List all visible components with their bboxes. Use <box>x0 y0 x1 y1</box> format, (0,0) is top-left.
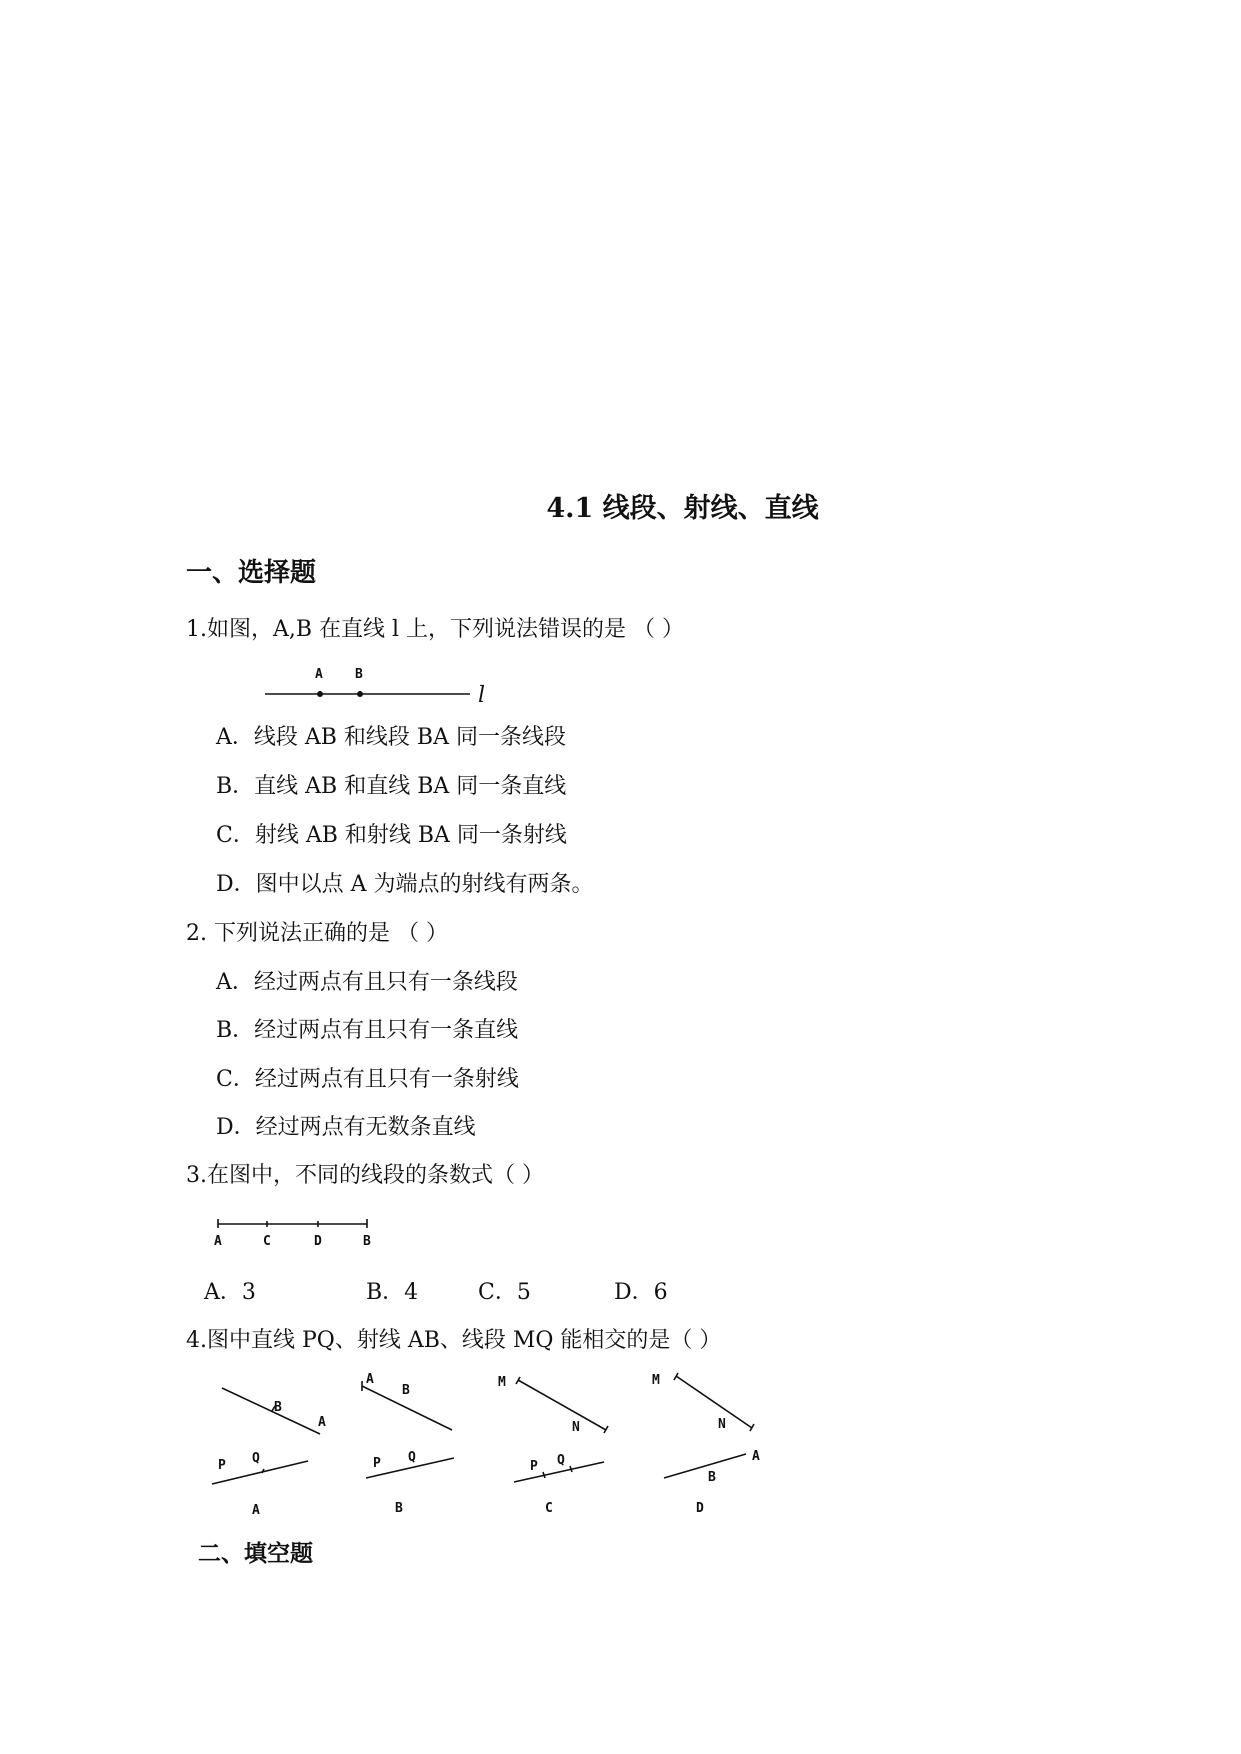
question-1-option-a: A．线段 AB 和线段 BA 同一条线段 <box>216 725 566 750</box>
fig4b-label-p: P <box>373 1456 381 1471</box>
question-3-option-b: B．4 <box>366 1280 419 1305</box>
fig4-option-d <box>652 1373 760 1516</box>
fig4c-label-q: Q <box>557 1453 565 1468</box>
fig4a-caption: A <box>252 1503 260 1516</box>
question-2-option-c: C．经过两点有且只有一条射线 <box>216 1067 519 1092</box>
question-3-figure <box>210 1212 380 1252</box>
question-3-option-c: C．5 <box>478 1280 531 1305</box>
question-4-figures <box>200 1366 800 1516</box>
question-4-text: 4.图中直线 PQ、射线 AB、线段 MQ 能相交的是（ ） <box>186 1328 722 1353</box>
fig4d-label-b: B <box>708 1470 716 1485</box>
fig4d-caption: D <box>696 1501 704 1516</box>
question-2-option-d: D．经过两点有无数条直线 <box>216 1115 476 1140</box>
fig4a-label-b: B <box>274 1400 282 1415</box>
fig4b-label-a: A <box>366 1372 374 1387</box>
fig4d-label-n: N <box>718 1417 726 1432</box>
fig4a-label-a: A <box>318 1415 326 1430</box>
question-3-text: 3.在图中，不同的线段的条数式（ ） <box>186 1163 544 1188</box>
fig4c-label-n: N <box>572 1420 580 1435</box>
question-3-option-a: A．3 <box>204 1280 256 1305</box>
fig4c-label-m: M <box>498 1375 506 1390</box>
question-1-figure <box>260 660 500 708</box>
question-1-option-c: C．射线 AB 和射线 BA 同一条射线 <box>216 823 567 848</box>
page-title: 4.1 线段、射线、直线 <box>546 493 819 524</box>
fig4-option-c <box>498 1375 608 1516</box>
fig1-label-b: B <box>355 667 363 682</box>
fig4b-label-b: B <box>402 1383 410 1398</box>
question-1-text: 1.如图，A,B 在直线 l 上，下列说法错误的是 （ ） <box>186 617 685 642</box>
fig3-label-a: A <box>214 1234 222 1249</box>
fig4b-caption: B <box>395 1501 403 1516</box>
fig4-option-b <box>362 1372 454 1516</box>
point-a-dot <box>317 691 323 697</box>
fig4d-label-a: A <box>752 1449 760 1464</box>
fig1-label-l: l <box>478 683 486 708</box>
fig1-label-a: A <box>315 667 323 682</box>
question-1-option-b: B．直线 AB 和直线 BA 同一条直线 <box>216 774 567 799</box>
section-heading-fill-in: 二、填空题 <box>198 1540 313 1567</box>
fig4c-label-p: P <box>530 1459 538 1474</box>
question-2-text: 2. 下列说法正确的是 （ ） <box>186 921 448 946</box>
fig3-label-c: C <box>263 1234 271 1249</box>
question-2-option-b: B．经过两点有且只有一条直线 <box>216 1018 519 1043</box>
fig4c-caption: C <box>545 1501 553 1516</box>
fig4a-label-p: P <box>218 1458 226 1473</box>
fig4-option-a <box>212 1388 326 1516</box>
fig3-label-b: B <box>363 1234 371 1249</box>
fig4d-label-m: M <box>652 1373 660 1388</box>
question-1-option-d: D．图中以点 A 为端点的射线有两条。 <box>216 872 594 897</box>
question-2-option-a: A．经过两点有且只有一条线段 <box>216 970 518 995</box>
section-heading-choice: 一、选择题 <box>186 558 317 588</box>
fig3-label-d: D <box>314 1234 322 1249</box>
fig4a-label-q: Q <box>252 1451 260 1466</box>
question-3-option-d: D．6 <box>614 1280 668 1305</box>
fig4b-label-q: Q <box>408 1450 416 1465</box>
point-b-dot <box>357 691 363 697</box>
